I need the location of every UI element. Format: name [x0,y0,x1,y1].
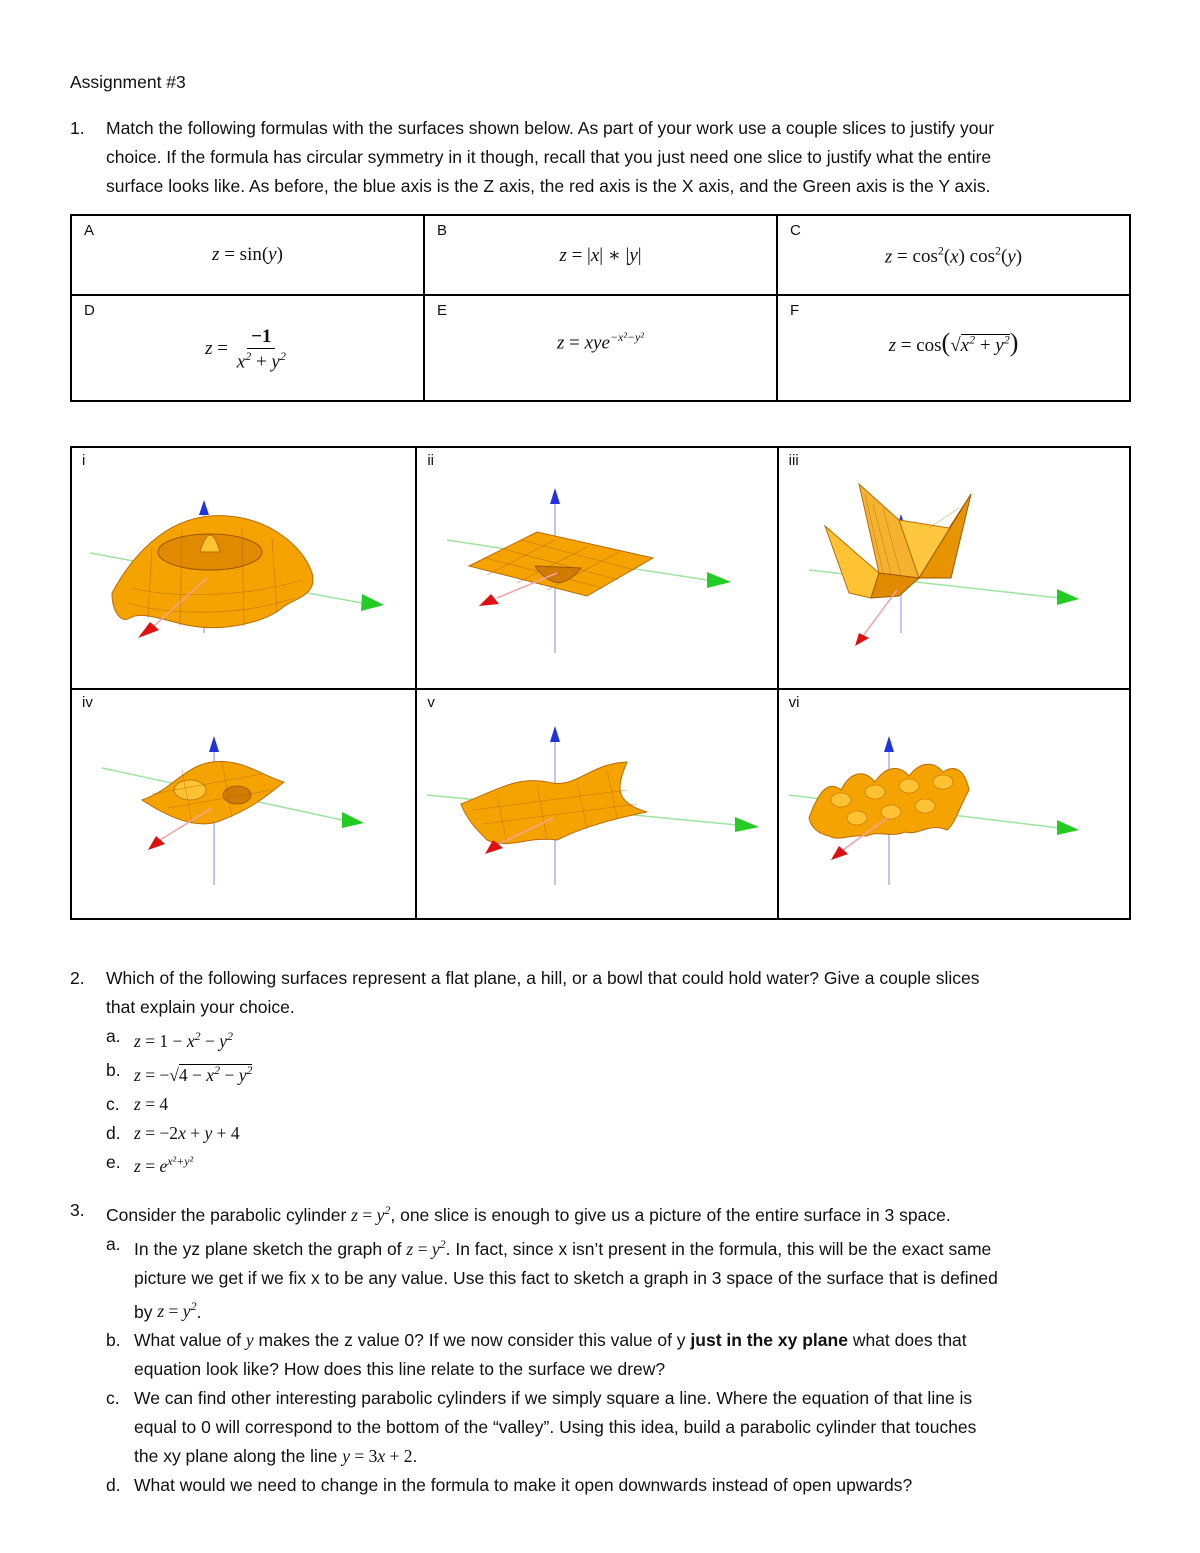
q1-line: surface looks like. As before, the blue axis is the Z axis, the red axis is the X axis, and the Green axis is the Y axis. [106,176,991,196]
item-label: d. [106,1122,121,1143]
q2-item-e: e. $z = e^{x^2+y^2}$ [106,1148,1140,1182]
graph-cell-vi [778,689,1130,919]
item-label: a. [106,1026,121,1046]
question-1 [70,114,1140,201]
surface-graph-iv [72,690,416,918]
formula-label: E [437,302,448,319]
q3-text: equal to 0 will correspond to the bottom of the “valley”. Using this idea, build a parabolic cylinder that touches [134,1417,977,1438]
graph-table [70,446,1131,920]
formula-c: $z = \cos^2(x)$ $\cos^2(y)$ [884,244,1023,268]
q2-line: Which of the following surfaces represent a flat plane, a hill, or a bowl that could hold water? Give a couple slices [106,968,980,988]
q3-item-c: c. We can find other interesting parabolic cylinders if we simply square a line. Where the equation of that line is equal to 0 will correspond to the bottom of the “valley”. Using this idea, build a parabolic cylinder that touches the xy plane along the line y = 3x + 2. [106,1384,1140,1471]
formula-a: z = sin(y) [212,244,283,265]
q3-text: In the yz plane sketch the graph of [134,1238,407,1259]
q3-intro: Consider the parabolic cylinder $z = y^2$, one slice is enough to give us a picture of the entire surface in 3 space. [106,1203,951,1225]
question-3 [70,1196,1140,1500]
graph-label: iv [82,694,93,711]
formula-table [70,214,1131,402]
formula-label: A [84,222,95,239]
item-label: b. [106,1330,121,1351]
item-label: b. [106,1059,121,1080]
item-label: a. [106,1233,121,1254]
formula-label: F [790,302,800,319]
q3-item-a: a. In the yz plane sketch the graph of $z = y^2$. In fact, since x isn’t present in the formula, this will be the exact same picture we get if we fix x to be any value. Use this fact to sketch a graph in 3 space of the surface that is defined by $z = y^2$. [106,1230,1140,1327]
q2-line: that explain your choice. [106,997,295,1017]
surface-graph-i [72,448,416,688]
graph-cell-ii [416,447,777,689]
q2-item-c: c. z = 4 [106,1090,1140,1119]
graph-cell-v [416,689,777,919]
q2-item-a: a. $z = 1 - x^2 - y^2$ [106,1022,1140,1056]
formula-f: $z = \cos(√x^2 + y^2)$ [888,328,1019,357]
item-label: c. [106,1388,120,1409]
page-title: Assignment #3 [70,72,186,92]
question-2 [70,964,1140,1181]
graph-cell-i [71,447,416,689]
question-number: 3. [70,1200,85,1220]
q3-text: , one slice is enough to give us a picture of the entire surface in 3 space. [390,1204,951,1225]
surface-graph-iii [779,448,1130,688]
q3-text: makes the z value 0? If we now consider this value of y [253,1330,691,1351]
q3-text: What value of [134,1330,246,1351]
q2-item-d: d. z = −2x + y + 4 [106,1119,1140,1148]
q3-text: equation look like? How does this line relate to the surface we drew? [134,1359,666,1380]
formula-cell-d [71,295,424,401]
q1-line: choice. If the formula has circular symmetry in it though, recall that you just need one slice to justify what the entire [106,147,992,167]
formula-cell-b [424,215,777,295]
formula-cell-f [777,295,1130,401]
q1-line: Match the following formulas with the surfaces shown below. As part of your work use a couple slices to justify your [106,118,995,138]
question-number: 1. [70,118,85,138]
q2-item-b: b. $z = -√4 - x^2 - y^2$ [106,1056,1140,1090]
q3-text: Consider the parabolic cylinder [106,1204,352,1225]
graph-label: iii [788,452,799,469]
q3-text: what does that [847,1330,967,1351]
q3-bold-text: just in the xy plane [690,1330,848,1351]
q3-text: . In fact, since x isn’t present in the formula, this will be the exact same [445,1238,992,1259]
graph-cell-iii [778,447,1130,689]
q3-text: picture we get if we fix x to be any value. Use this fact to sketch a graph in 3 space of the surface that is defined [134,1267,998,1288]
q3-text: What would we need to change in the formula to make it open downwards instead of open upwards? [134,1475,913,1496]
formula-cell-c [777,215,1130,295]
formula-label: D [84,302,95,319]
formula-d: z = $\frac{-1}{x^2 + y^2}$ [205,326,286,373]
item-label: c. [106,1093,120,1114]
q3-item-d [106,1471,1140,1500]
q3-text: We can find other interesting parabolic cylinders if we simply square a line. Where the equation of that line is [134,1388,973,1409]
graph-label: ii [427,452,435,469]
surface-graph-ii [417,448,777,688]
surface-graph-v [417,690,777,918]
formula-label: B [437,222,448,239]
surface-graph-vi [779,690,1130,918]
q3-text: the xy plane along the line [134,1446,343,1467]
formula-e: z = xye$^{-x^2-y^2}$ [557,330,644,354]
formula-label: C [790,222,801,239]
q3-text: by [134,1301,158,1322]
formula-cell-e [424,295,777,401]
graph-label: vi [788,694,800,711]
formula-cell-a [71,215,424,295]
q3-item-b: b. What value of y makes the z value 0? If we now consider this value of y just in the xy plane what does that equation look like? How does this line relate to the surface we drew? [106,1326,1140,1384]
graph-cell-iv [71,689,416,919]
item-label: e. [106,1151,121,1172]
formula-b: z = |x| ∗ |y| [559,245,642,266]
question-number: 2. [70,968,85,988]
graph-label: i [82,452,86,469]
item-label: d. [106,1475,121,1496]
graph-label: v [427,694,435,711]
